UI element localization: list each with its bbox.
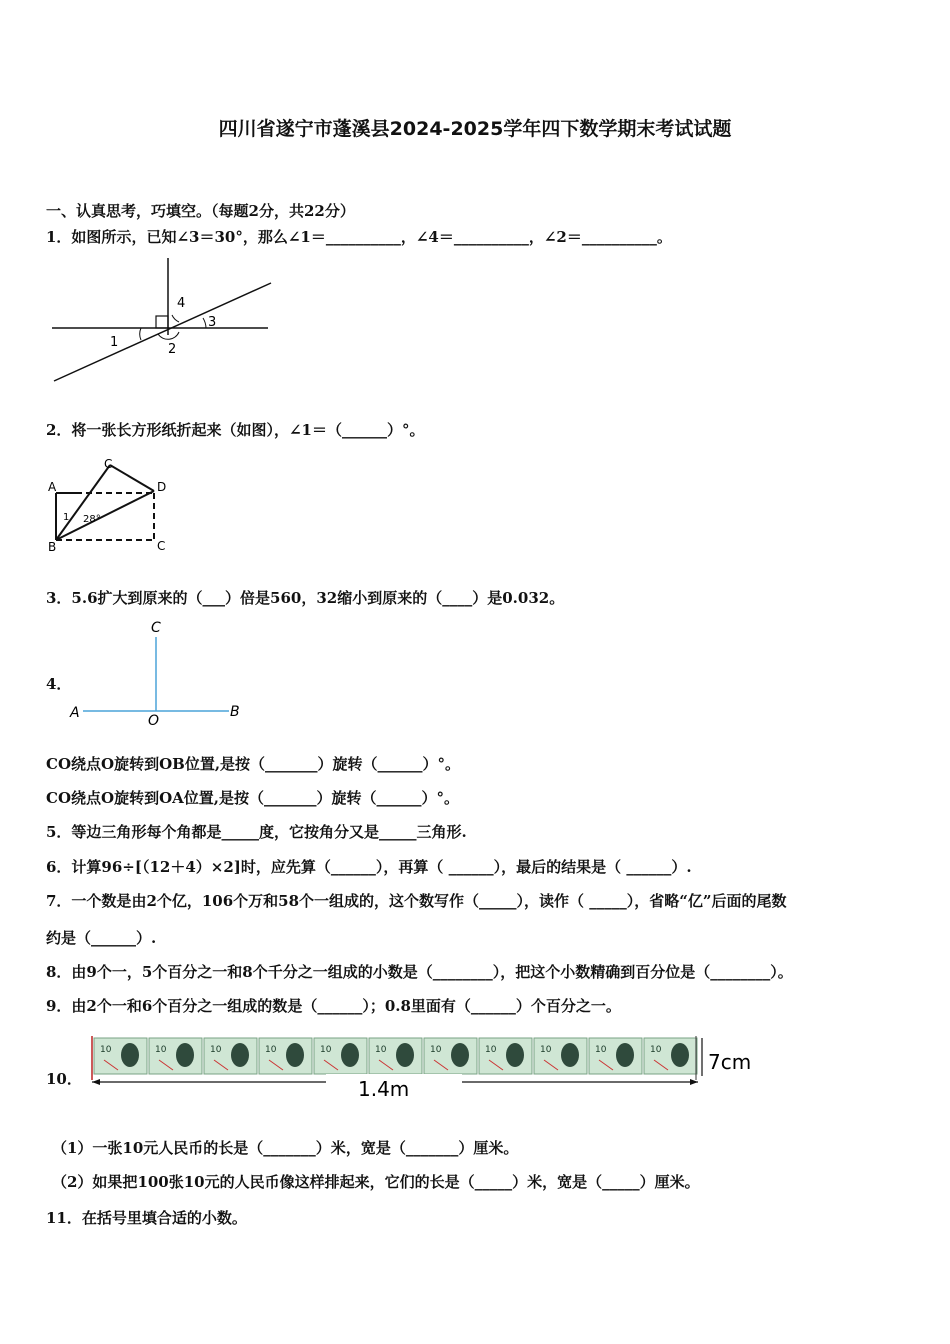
banknote bbox=[204, 1038, 257, 1074]
length-label: 1.4m bbox=[358, 1077, 410, 1101]
question-11: 11．在括号里填合适的小数。 bbox=[46, 1209, 247, 1227]
svg-text:10: 10 bbox=[595, 1045, 607, 1055]
banknote bbox=[644, 1038, 697, 1074]
svg-text:10: 10 bbox=[210, 1045, 222, 1055]
question-7-line1: 7．一个数是由2个亿，106个万和58个一组成的，这个数写作（_____），读作（ _____），省略“亿”后面的尾数 bbox=[46, 892, 787, 910]
svg-text:10: 10 bbox=[540, 1045, 552, 1055]
angle-1-arc bbox=[140, 328, 141, 340]
length-arrow-left bbox=[92, 1079, 100, 1085]
fold-bc bbox=[56, 465, 110, 540]
length-arrow-right bbox=[690, 1079, 698, 1085]
label-b: B bbox=[48, 540, 57, 554]
svg-text:10: 10 bbox=[485, 1045, 497, 1055]
svg-text:10: 10 bbox=[320, 1045, 332, 1055]
banknote-strip-figure bbox=[88, 1034, 753, 1104]
banknote bbox=[479, 1038, 532, 1074]
question-4a: CO绕点O旋转到OB位置,是按（_______）旋转（______）°。 bbox=[46, 755, 461, 773]
banknote bbox=[259, 1038, 312, 1074]
banknote bbox=[149, 1038, 202, 1074]
banknote bbox=[424, 1038, 477, 1074]
question-10-2: （2）如果把100张10元的人民币像这样排起来，它们的长是（_____）米，宽是（_____）厘米。 bbox=[52, 1173, 700, 1191]
question-5: 5．等边三角形每个角都是_____度，它按角分又是_____三角形. bbox=[46, 823, 467, 841]
label-3: 3 bbox=[208, 315, 217, 330]
question-9: 9．由2个一和6个百分之一组成的数是（______）；0.8里面有（______）个百分之一。 bbox=[46, 997, 621, 1015]
section-heading: 一、认真思考，巧填空。（每题2分，共22分） bbox=[46, 202, 355, 220]
angle-3-arc bbox=[203, 318, 206, 328]
label-a: A bbox=[48, 480, 57, 494]
diagonal-bd bbox=[56, 491, 154, 540]
label-angle-1: 1 bbox=[63, 512, 70, 523]
svg-text:10: 10 bbox=[375, 1045, 387, 1055]
label-c-bottom: C bbox=[157, 539, 166, 553]
label-1: 1 bbox=[110, 335, 119, 350]
svg-text:10: 10 bbox=[430, 1045, 442, 1055]
fold-cd bbox=[110, 465, 154, 491]
label-d: D bbox=[157, 480, 167, 494]
label-4: 4 bbox=[177, 296, 186, 311]
svg-text:10: 10 bbox=[100, 1045, 112, 1055]
question-10-1: （1）一张10元人民币的长是（_______）米，宽是（_______）厘米。 bbox=[52, 1139, 519, 1157]
right-angle-mark bbox=[156, 316, 168, 328]
question-6: 6．计算96÷[（12＋4）×2]时，应先算（______），再算（ ______），最后的结果是（ ______）. bbox=[46, 858, 692, 876]
angle-figure bbox=[46, 255, 276, 390]
svg-text:10: 10 bbox=[265, 1045, 277, 1055]
label-c-top: C bbox=[104, 457, 113, 471]
svg-text:10: 10 bbox=[155, 1045, 167, 1055]
slanted-line bbox=[54, 283, 271, 381]
label-28-degrees: 28° bbox=[83, 514, 101, 525]
banknote bbox=[589, 1038, 642, 1074]
label-c: C bbox=[151, 620, 161, 636]
banknote bbox=[369, 1038, 422, 1074]
svg-text:10: 10 bbox=[650, 1045, 662, 1055]
angle-4-arc bbox=[172, 315, 179, 322]
banknote bbox=[314, 1038, 367, 1074]
banknote bbox=[534, 1038, 587, 1074]
banknote-row bbox=[94, 1038, 697, 1074]
question-4: 4． bbox=[46, 675, 72, 693]
label-o: O bbox=[148, 713, 160, 729]
question-2: 2．将一张长方形纸折起来（如图），∠1＝（______）°。 bbox=[46, 421, 425, 439]
folded-paper-figure bbox=[46, 455, 176, 555]
label-b: B bbox=[230, 704, 240, 720]
label-2: 2 bbox=[168, 342, 177, 357]
width-label: 7cm bbox=[708, 1050, 752, 1074]
question-10: 10． bbox=[46, 1070, 82, 1088]
label-a: A bbox=[70, 705, 80, 721]
banknote bbox=[94, 1038, 147, 1074]
question-3: 3．5.6扩大到原来的（___）倍是560，32缩小到原来的（____）是0.032。 bbox=[46, 589, 565, 607]
question-8: 8．由9个一，5个百分之一和8个千分之一组成的小数是（________），把这个小数精确到百分位是（________）。 bbox=[46, 963, 793, 981]
page-title: 四川省遂宁市蓬溪县2024-2025学年四下数学期末考试试题 bbox=[218, 118, 732, 140]
question-7-line2: 约是（______）. bbox=[46, 929, 157, 947]
rotation-figure bbox=[66, 615, 246, 730]
question-1: 1．如图所示，已知∠3＝30°，那么∠1＝__________，∠4＝__________，∠2＝__________。 bbox=[46, 228, 672, 246]
question-4b: CO绕点O旋转到OA位置,是按（_______）旋转（______）°。 bbox=[46, 789, 459, 807]
